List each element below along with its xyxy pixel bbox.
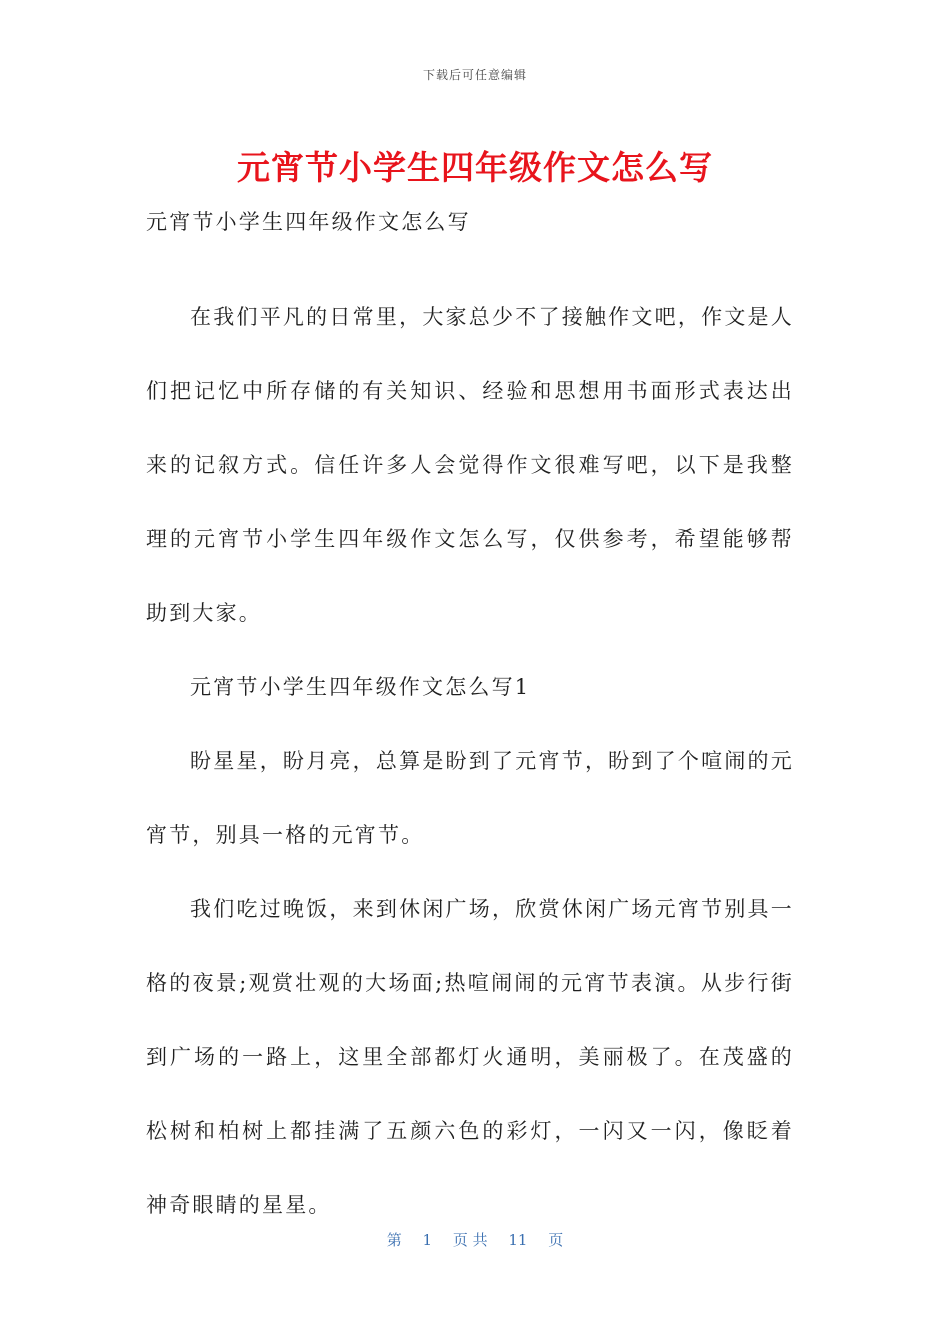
- intro-paragraph: 在我们平凡的日常里，大家总少不了接触作文吧，作文是人们把记忆中所存储的有关知识、经验和思想用书面形式表达出来的记叙方式。信任许多人会觉得作文很难写吧，以下是我整理的元宵节小学生四年级作文怎么写，仅供参考，希望能够帮助到大家。: [146, 305, 794, 625]
- section-heading: 元宵节小学生四年级作文怎么写1: [190, 675, 531, 699]
- body-paragraph: 我们吃过晚饭，来到休闲广场，欣赏休闲广场元宵节别具一格的夜景;观赏壮观的大场面;热喧闹闹的元宵节表演。从步行街到广场的一路上，这里全部都灯火通明，美丽极了。在茂盛的松树和柏树上都挂满了五颜六色的彩灯，一闪又一闪，像眨着神奇眼睛的星星。: [146, 897, 794, 1217]
- subtitle-paragraph: 元宵节小学生四年级作文怎么写: [146, 210, 471, 234]
- page-footer: [0, 1229, 950, 1250]
- document-body: [146, 204, 794, 1242]
- footer-prefix: 第: [386, 1231, 402, 1249]
- footer-total-pages: 11: [508, 1231, 528, 1249]
- header-note: 下载后可任意编辑: [422, 68, 527, 82]
- footer-mid: 页 共: [452, 1231, 488, 1249]
- footer-current-page: 1: [422, 1231, 433, 1249]
- document-title: 元宵节小学生四年级作文怎么写: [237, 148, 713, 187]
- footer-suffix: 页: [548, 1231, 564, 1249]
- body-paragraph: 盼星星，盼月亮，总算是盼到了元宵节，盼到了个喧闹的元宵节，别具一格的元宵节。: [146, 749, 794, 847]
